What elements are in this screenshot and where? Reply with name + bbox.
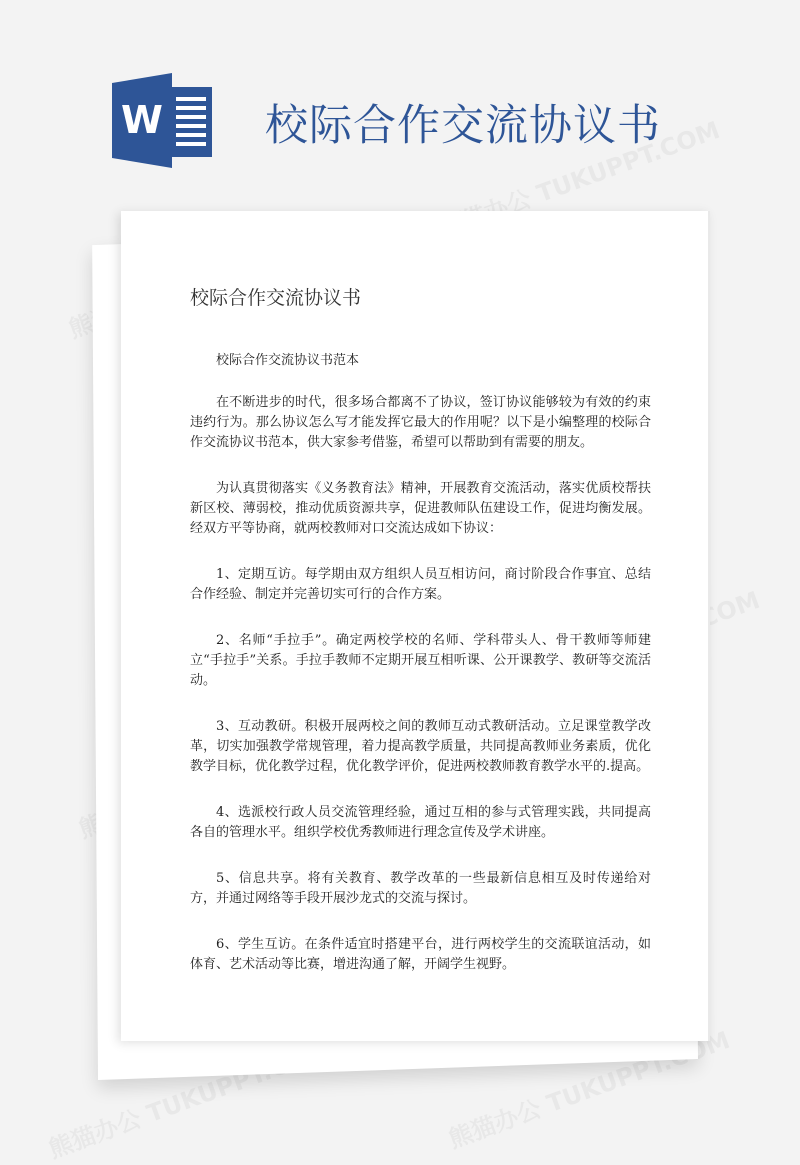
clause-6: 6、学生互访。在条件适宜时搭建平台，进行两校学生的交流联谊活动，如体育、艺术活动等比赛，增进沟通了解，开阔学生视野。: [190, 937, 651, 972]
document-subtitle: 校际合作交流协议书范本: [216, 353, 360, 368]
header-title: 校际合作交流协议书: [265, 101, 661, 151]
clause-1: 1、定期互访。每学期由双方组织人员互相访问，商讨阶段合作事宜、总结合作经验、制定并完善切实可行的合作方案。: [190, 567, 651, 602]
paragraph-intro: 在不断进步的时代，很多场合都离不了协议，签订协议能够较为有效的约束违约行为。那么协议怎么写才能发挥它最大的作用呢？以下是小编整理的校际合作交流协议书范本，供大家参考借鉴，希望可以帮助到有需要的朋友。: [190, 395, 651, 450]
document-body: [190, 351, 651, 1001]
clause-5: 5、信息共享。将有关教育、教学改革的一些最新信息相互及时传递给对方，并通过网络等手段开展沙龙式的交流与探讨。: [190, 871, 651, 906]
word-document-icon: [110, 73, 215, 168]
clause-2: 2、名师“手拉手”。确定两校学校的名师、学科带头人、骨干教师等师建立“手拉手”关系。手拉手教师不定期开展互相听课、公开课教学、教研等交流活动。: [190, 633, 651, 688]
document-page: [121, 211, 710, 1041]
clause-3: 3、互动教研。积极开展两校之间的教师互动式教研活动。立足课堂教学改革，切实加强教学常规管理，着力提高教学质量，共同提高教师业务素质，优化教学目标，优化教学过程，优化教学评价，促进两校教师教育教学水平的.提高。: [190, 719, 651, 774]
paragraph-purpose: 为认真贯彻落实《义务教育法》精神，开展教育交流活动，落实优质校帮扶新区校、薄弱校，推动优质资源共享，促进教师队伍建设工作，促进均衡发展。经双方平等协商，就两校教师对口交流达成如下协议：: [190, 481, 651, 536]
svg-text:W: W: [121, 98, 163, 142]
header-banner: [0, 0, 800, 200]
clause-4: 4、选派校行政人员交流管理经验，通过互相的参与式管理实践，共同提高各自的管理水平。组织学校优秀教师进行理念宣传及学术讲座。: [190, 805, 651, 840]
document-title: 校际合作交流协议书: [190, 287, 362, 309]
